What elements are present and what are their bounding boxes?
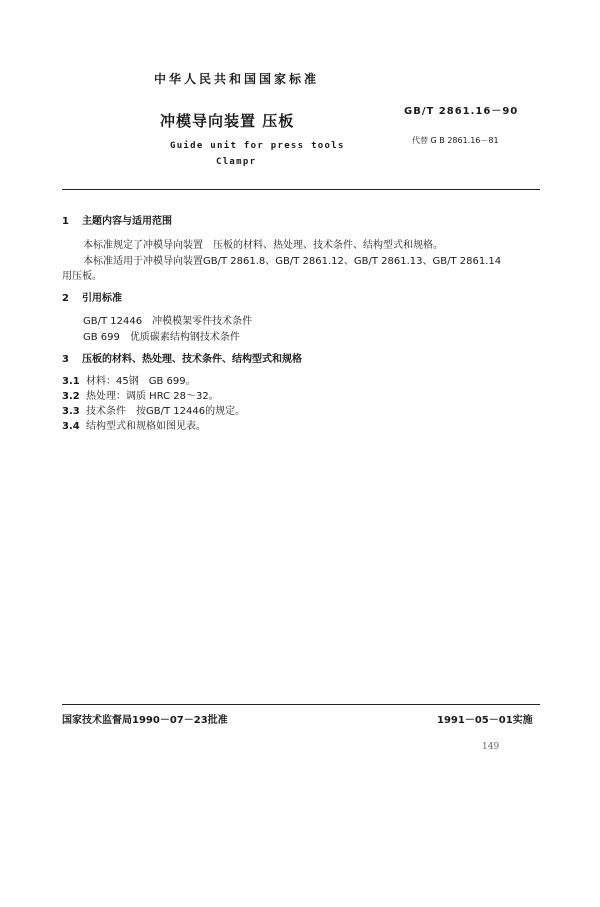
- clause-3-3: [62, 402, 245, 417]
- clause-3-3-number: 3.3: [62, 406, 80, 417]
- approval-note: 国家技术监督局1990－07－23批准: [62, 715, 228, 726]
- section-1-paragraph-2: 本标准适用于冲模导向装置GB/T 2861.8、GB/T 2861.12、GB/T 2861.13、GB/T 2861.14: [83, 256, 502, 267]
- section-1-paragraph-2-cont: 用压板。: [62, 271, 102, 282]
- clause-3-2-text: 热处理：调质 HRC 28～32。: [86, 391, 219, 402]
- section-3-heading: [62, 350, 302, 365]
- clause-3-4: [62, 417, 206, 432]
- section-1-paragraph-1: 本标准规定了冲模导向装置 压板的材料、热处理、技术条件、结构型式和规格。: [83, 240, 443, 251]
- effective-date: 1991－05－01实施: [437, 715, 533, 726]
- page-number: 149: [482, 742, 500, 752]
- reference-2: GB 699 优质碳素结构钢技术条件: [83, 332, 240, 343]
- replaces-note: 代替 G B 2861.16－81: [412, 136, 499, 145]
- section-1-heading: [62, 212, 172, 227]
- clause-3-1-text: 材料：45钢 GB 699。: [86, 376, 196, 387]
- clause-3-1-number: 3.1: [62, 376, 80, 387]
- reference-1: GB/T 12446 冲模模架零件技术条件: [83, 316, 253, 327]
- national-standard-label: 中华人民共和国国家标准: [154, 72, 320, 86]
- section-3-number: 3: [62, 354, 69, 365]
- section-3-heading-text: 压板的材料、热处理、技术条件、结构型式和规格: [82, 354, 302, 365]
- footer-divider: [62, 704, 540, 705]
- english-title-line2: Clampr: [216, 157, 257, 167]
- section-2-number: 2: [62, 293, 69, 304]
- section-2-heading: [62, 289, 122, 304]
- clause-3-4-text: 结构型式和规格如图见表。: [86, 421, 206, 432]
- document-title: 冲模导向装置 压板: [160, 112, 295, 130]
- clause-3-1: [62, 372, 196, 387]
- clause-3-4-number: 3.4: [62, 421, 80, 432]
- clause-3-2-number: 3.2: [62, 391, 80, 402]
- english-title-line1: Guide unit for press tools: [170, 141, 345, 151]
- standard-number: GB/T 2861.16－90: [404, 106, 519, 117]
- clause-3-3-text: 技术条件 按GB/T 12446的规定。: [86, 406, 246, 417]
- section-1-heading-text: 主题内容与适用范围: [82, 216, 172, 227]
- header-divider: [62, 189, 540, 190]
- section-2-heading-text: 引用标准: [82, 293, 122, 304]
- section-1-number: 1: [62, 216, 69, 227]
- clause-3-2: [62, 387, 219, 402]
